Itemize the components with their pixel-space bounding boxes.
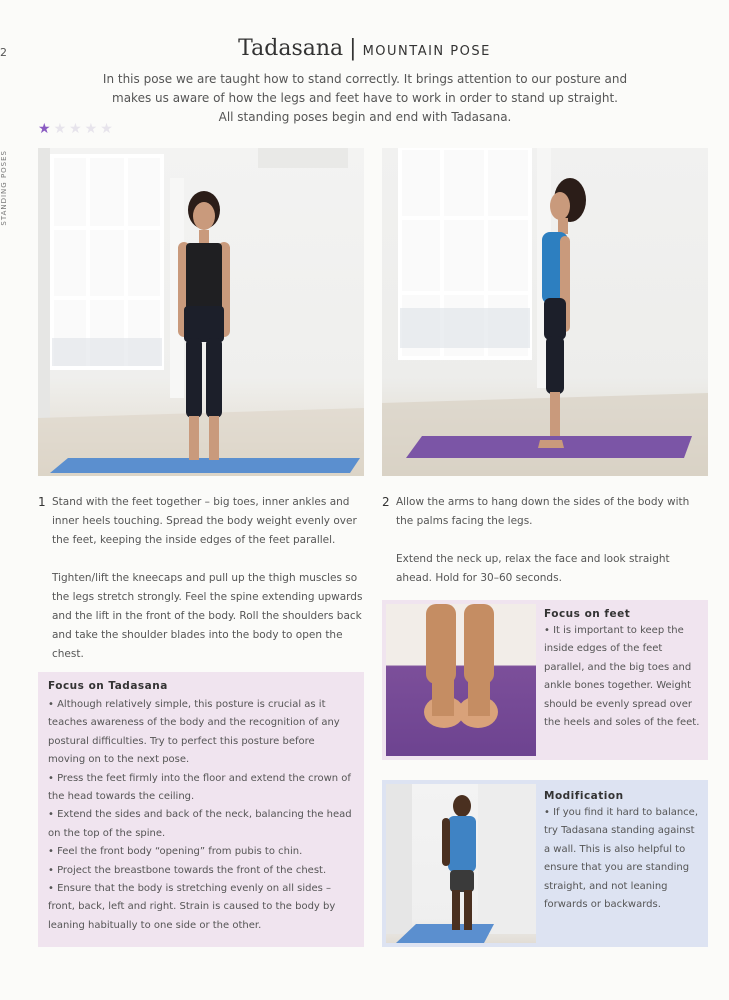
intro-text <box>60 70 670 127</box>
photo-front-view <box>38 148 364 476</box>
modification-list <box>544 804 700 914</box>
section-label: STANDING POSES <box>0 150 8 226</box>
step-1 <box>38 493 364 664</box>
step-paragraph: Stand with the feet together – big toes, inner ankles and inner heels touching. Spread the body weight evenly over the feet, keeping the inside edges of the feet parallel. <box>52 496 357 546</box>
list-item: • Extend the sides and back of the neck, balancing the head on the top of the spine. <box>48 806 354 843</box>
list-item: • Ensure that the body is stretching evenly on all sides – front, back, left and right. Strain is caused to the body by leaning habitually to one side or the other. <box>48 880 354 935</box>
difficulty-rating <box>38 121 116 137</box>
step-paragraph: Tighten/lift the kneecaps and pull up the thigh muscles so the legs stretch strongly. Feel the spine extending upwards and the lift in the front of the body. Roll the shoulders back and take the shoulder blades into the body to open the chest. <box>52 572 363 660</box>
list-item: • Although relatively simple, this posture is crucial as it teaches awareness of the body and the recognition of any postural difficulties. Try to perfect this posture before moving on to the next pose. <box>48 696 354 770</box>
modification-title: Modification <box>544 790 624 802</box>
step-number: 2 <box>382 495 390 509</box>
photo-side-view <box>382 148 708 476</box>
step-paragraph: Extend the neck up, relax the face and look straight ahead. Hold for 30–60 seconds. <box>396 553 670 584</box>
page-title <box>0 36 729 61</box>
step-2 <box>382 493 708 588</box>
list-item: • Project the breastbone towards the front of the chest. <box>48 862 354 880</box>
page-number: 2 <box>0 46 7 59</box>
focus-tadasana-title: Focus on Tadasana <box>48 680 168 692</box>
focus-tadasana-box <box>38 672 364 947</box>
list-item: • Feel the front body “opening” from pubis to chin. <box>48 843 354 861</box>
intro-line: All standing poses begin and end with Tadasana. <box>218 110 512 124</box>
focus-feet-title: Focus on feet <box>544 608 631 620</box>
photo-feet <box>386 604 536 756</box>
intro-line: makes us aware of how the legs and feet have to work in order to stand up straight. <box>112 91 618 105</box>
list-item: • It is important to keep the inside edges of the feet parallel, and the big toes and ankle bones together. Weight should be evenly spread over the heels and soles of the feet. <box>544 622 700 732</box>
photo-wall-modification <box>386 784 536 943</box>
list-item: • If you find it hard to balance, try Tadasana standing against a wall. This is also helpful to ensure that you are standing straight, and not leaning forwards or backwards. <box>544 804 700 914</box>
intro-line: In this pose we are taught how to stand correctly. It brings attention to our posture and <box>102 72 628 86</box>
title-separator: | <box>349 36 357 61</box>
star-empty-icon: ★★★★ <box>53 121 116 137</box>
pose-name: Tadasana <box>238 36 344 61</box>
step-paragraph: Allow the arms to hang down the sides of the body with the palms facing the legs. <box>396 496 690 527</box>
star-filled-icon: ★ <box>38 121 54 137</box>
list-item: • Press the feet firmly into the floor and extend the crown of the head towards the ceiling. <box>48 770 354 807</box>
step-number: 1 <box>38 495 46 509</box>
pose-english-name: MOUNTAIN POSE <box>362 44 491 59</box>
focus-tadasana-list <box>48 696 354 935</box>
focus-feet-list <box>544 622 700 732</box>
